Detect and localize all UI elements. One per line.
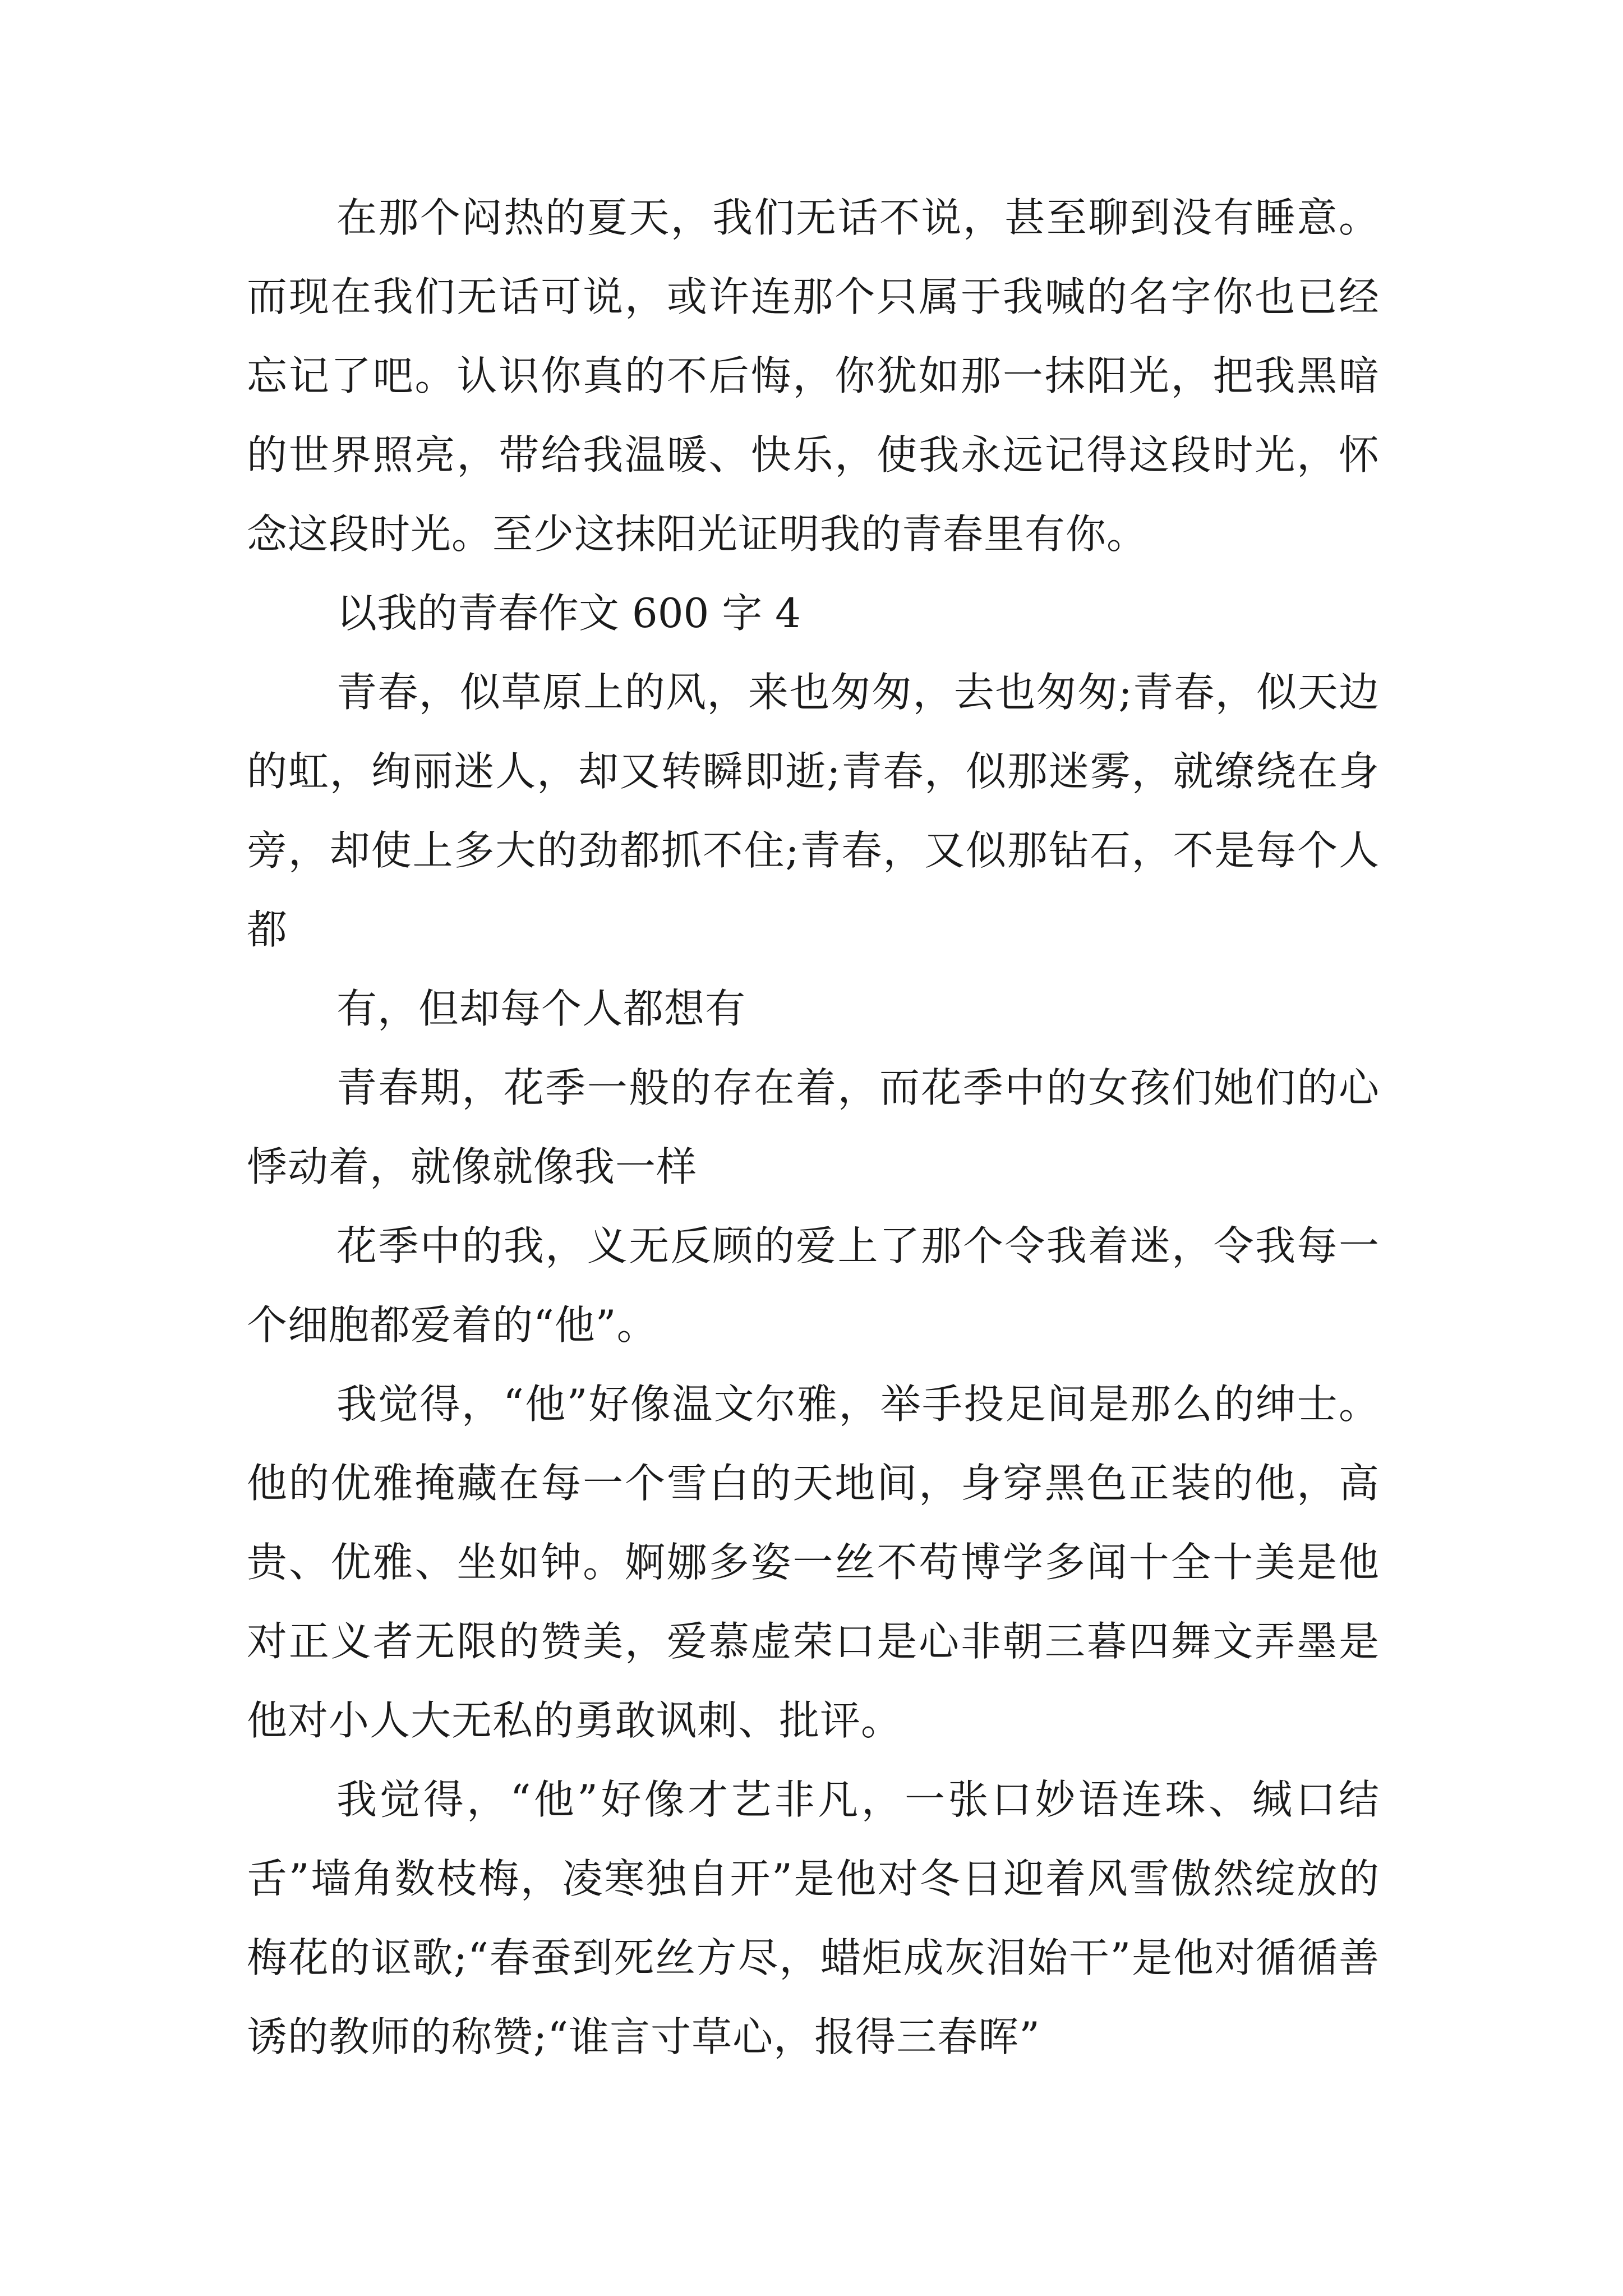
paragraph-everyone-wants: 有，但却每个人都想有 <box>336 985 746 1032</box>
essay-heading: 以我的青春作文 600 字 4 <box>336 590 801 637</box>
paragraph-youth-metaphors: 青春，似草原上的风，来也匆匆，去也匆匆;青春，似天边的虹，绚丽迷人，却又转瞬即逝;青春，似那迷雾，就缭绕在身旁，却使上多大的劲都抓不住;青春，又似那钻石，不是每个人都 <box>247 669 1380 953</box>
paragraph-talented: 我觉得，“他”好像才艺非凡，一张口妙语连珠、缄口结舌”墙角数枝梅，凌寒独自开”是他对冬日迎着风雪傲然绽放的梅花的讴歌;“春蚕到死丝方尽，蜡炬成灰泪始干”是他对循循善诱的教师的称赞;“谁言寸草心，报得三春晖” <box>247 1776 1380 2060</box>
paragraph-summer: 在那个闷热的夏天，我们无话不说，甚至聊到没有睡意。而现在我们无话可说，或许连那个只属于我喊的名字你也已经忘记了吧。认识你真的不后悔，你犹如那一抹阳光，把我黑暗的世界照亮，带给我温暖、快乐，使我永远记得这段时光，怀念这段时光。至少这抹阳光证明我的青春里有你。 <box>247 194 1380 558</box>
paragraph-elegant: 我觉得，“他”好像温文尔雅，举手投足间是那么的绅士。他的优雅掩藏在每一个雪白的天地间，身穿黑色正装的他，高贵、优雅、坐如钟。婀娜多姿一丝不苟博学多闻十全十美是他对正义者无限的赞美，爱慕虚荣口是心非朝三暮四舞文弄墨是他对小人大无私的勇敢讽刺、批评。 <box>247 1381 1380 1744</box>
paragraph-adolescence: 青春期，花季一般的存在着，而花季中的女孩们她们的心悸动着，就像就像我一样 <box>247 1064 1380 1190</box>
paragraph-in-love: 花季中的我，义无反顾的爱上了那个令我着迷，令我每一个细胞都爱着的“他”。 <box>247 1222 1380 1349</box>
document-body <box>247 178 1380 2077</box>
